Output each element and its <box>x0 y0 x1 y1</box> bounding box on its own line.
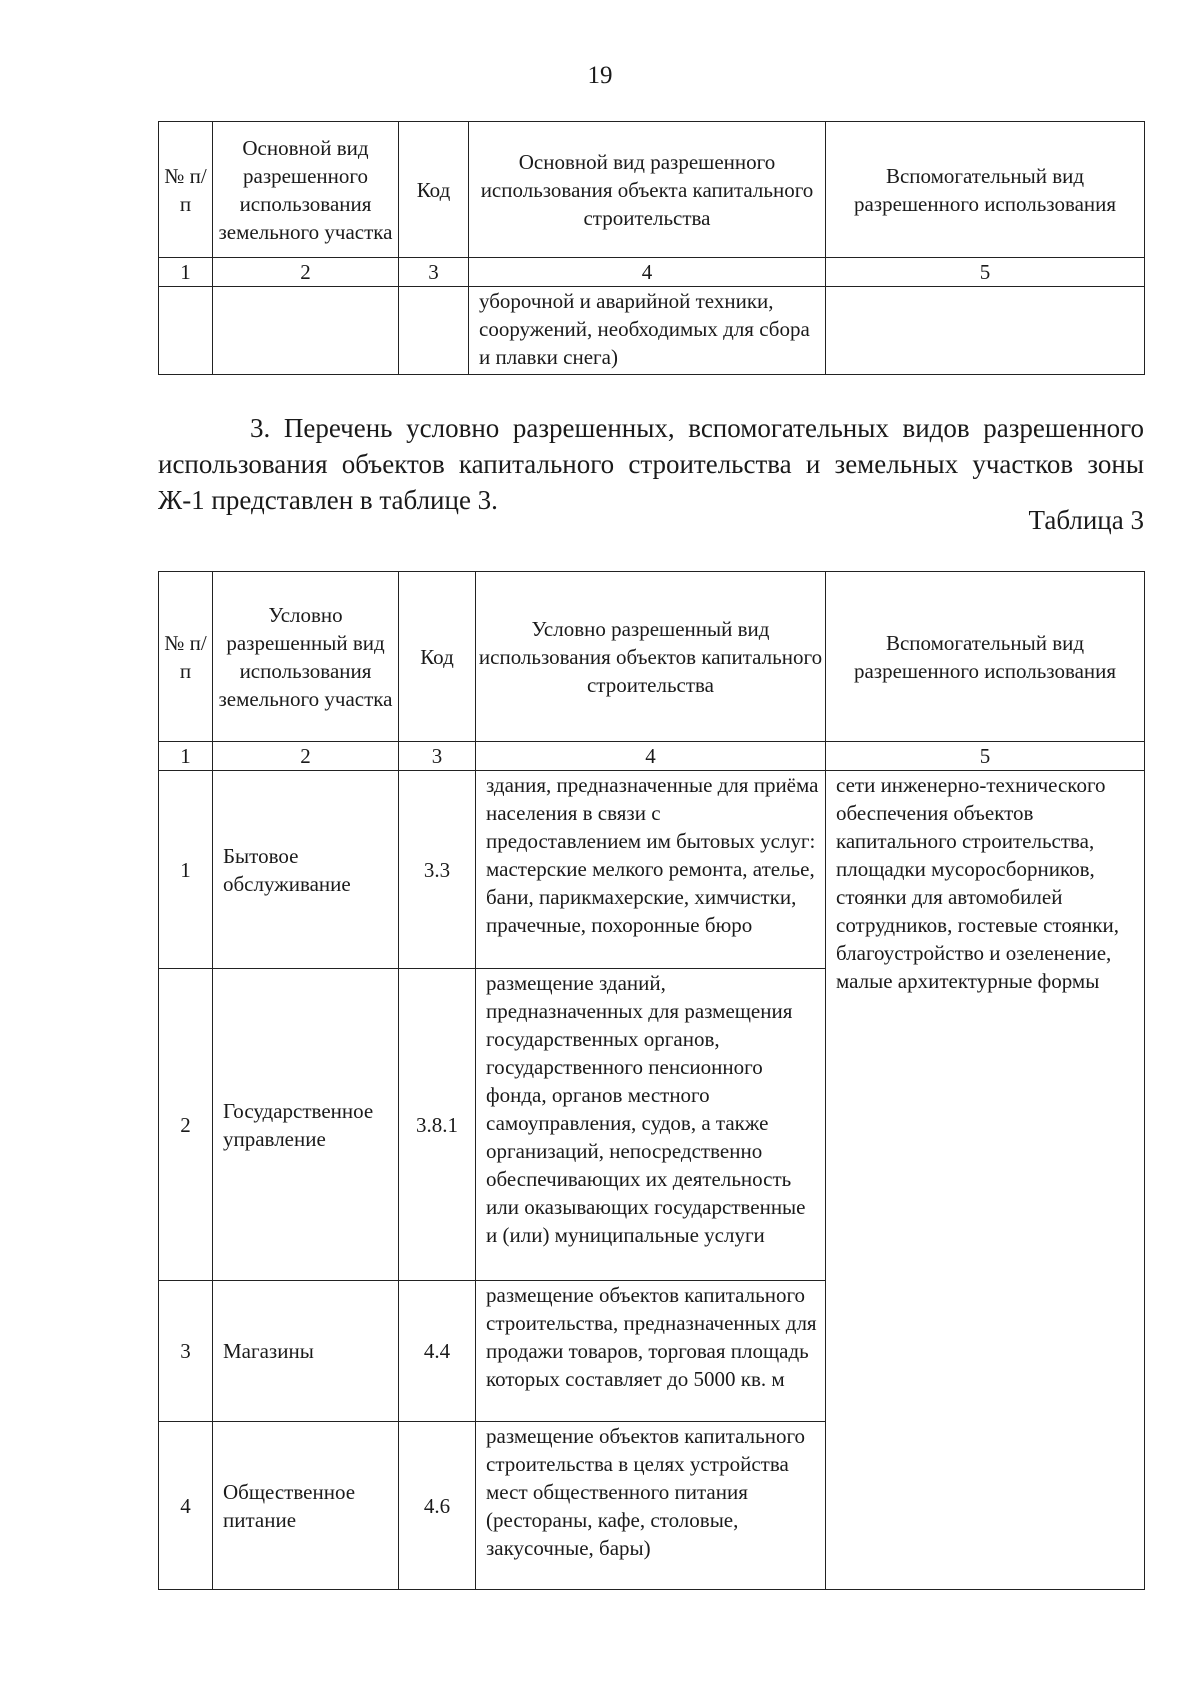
row-number: 3 <box>159 1281 213 1422</box>
row-code: 3.8.1 <box>399 969 476 1281</box>
table-row <box>159 287 1145 375</box>
column-number-row <box>159 258 1145 287</box>
header-cell: Условно разрешенный вид использования объектов капитального строительства <box>476 572 826 742</box>
column-number: 1 <box>159 258 213 287</box>
header-cell: Вспомогательный вид разрешенного использования <box>826 572 1145 742</box>
header-cell: Условно разрешенный вид использования земельного участка <box>213 572 399 742</box>
row-type: Государственное управление <box>213 969 399 1281</box>
row-description: здания, предназначенные для приёма населения в связи с предоставлением им бытовых услуг: мастерские мелкого ремонта, ателье, бани, парикмахерские, химчистки, прачечные, похоронные бюро <box>476 771 826 969</box>
column-number: 4 <box>469 258 826 287</box>
row-code: 4.4 <box>399 1281 476 1422</box>
header-cell: Основной вид разрешенного использования объекта капитального строительства <box>469 122 826 258</box>
header-cell: Код <box>399 572 476 742</box>
row-number: 4 <box>159 1422 213 1590</box>
header-cell: Код <box>399 122 469 258</box>
column-number: 5 <box>826 258 1145 287</box>
row-number: 2 <box>159 969 213 1281</box>
column-number: 4 <box>476 742 826 771</box>
row-aux <box>826 287 1145 375</box>
header-cell: № п/п <box>159 122 213 258</box>
row-type: Общественное питание <box>213 1422 399 1590</box>
row-description: размещение зданий, предназначенных для размещения государственных органов, государственного пенсионного фонда, органов местного самоуправления, судов, а также организаций, непосредственно обеспечивающих их деятельность или оказывающих государственные и (или) муниципальные услуги <box>476 969 826 1281</box>
row-type: Бытовое обслуживание <box>213 771 399 969</box>
column-number-row <box>159 742 1145 771</box>
row-description: размещение объектов капитального строительства, предназначенных для продажи товаров, торговая площадь которых составляет до 5000 кв. м <box>476 1281 826 1422</box>
row-number: 1 <box>159 771 213 969</box>
row-code: 3.3 <box>399 771 476 969</box>
table-3 <box>158 571 1145 1590</box>
page-number: 19 <box>587 62 613 89</box>
row-description: размещение объектов капитального строительства в целях устройства мест общественного питания (рестораны, кафе, столовые, закусочные, бары) <box>476 1422 826 1590</box>
row-type: Магазины <box>213 1281 399 1422</box>
header-cell: Вспомогательный вид разрешенного использования <box>826 122 1145 258</box>
row-code: 4.6 <box>399 1422 476 1590</box>
column-number: 2 <box>213 742 399 771</box>
column-number: 5 <box>826 742 1145 771</box>
body-paragraph: 3. Перечень условно разрешенных, вспомогательных видов разрешенного использования объектов капитального строительства и земельных участков зоны Ж-1 представлен в таблице 3. <box>158 413 1144 515</box>
table-caption: Таблица 3 <box>1028 505 1144 535</box>
table-header-row <box>159 572 1145 742</box>
column-number: 3 <box>399 742 476 771</box>
column-number: 2 <box>213 258 399 287</box>
column-number: 1 <box>159 742 213 771</box>
table-continuation <box>158 121 1145 375</box>
column-number: 3 <box>399 258 469 287</box>
row-number <box>159 287 213 375</box>
header-cell: № п/п <box>159 572 213 742</box>
table-row <box>159 771 1145 969</box>
header-cell: Основной вид разрешенного использования земельного участка <box>213 122 399 258</box>
row-code <box>399 287 469 375</box>
row-description: уборочной и аварийной техники, сооружений, необходимых для сбора и плавки снега) <box>469 287 826 375</box>
aux-description: сети инженерно-технического обеспечения объектов капитального строительства, площадки мусоросборников, стоянки для автомобилей сотрудников, гостевые стоянки, благоустройство и озеленение, малые архитектурные формы <box>826 771 1145 1590</box>
table-header-row <box>159 122 1145 258</box>
row-type <box>213 287 399 375</box>
